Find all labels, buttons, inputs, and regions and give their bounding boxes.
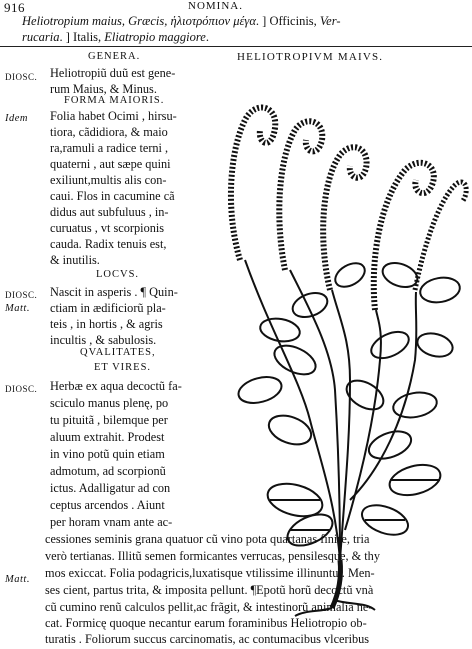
text-line: cat. Formicę quoque necantur earum foraminibus Heliotropio ob- [45, 616, 367, 630]
text-line: turatis . Foliorum succus carcinomatis, ac contumacibus vlceribus [45, 632, 370, 646]
text-line: Herbæ ex aqua decoctũ fa- [50, 379, 182, 393]
text-line: verò tertianas. Illitũ semen formicantes verrucas, pensilesque, & thy [45, 549, 380, 563]
text-line: ceptus arcendos . Aiunt [50, 498, 165, 512]
title-line-1 [22, 14, 341, 29]
title-greek-name: ἡλιοτρόπιον μέγα [170, 14, 256, 28]
text-line: incultis , & sabulosis. [50, 333, 157, 347]
title-line-2 [22, 30, 209, 45]
running-head: NOMINA. [188, 0, 243, 12]
margin-note-matt: Matt. [5, 303, 30, 314]
margin-note-diosc: DIOSC. [5, 72, 38, 82]
title-officinal-name-cont: rucaria [22, 30, 60, 44]
margin-note-matt: Matt. [5, 574, 30, 585]
text-line: quaterni , aut sæpe quini [50, 157, 171, 171]
text-line: teis , in hortis , & agris [50, 317, 163, 331]
text-line: curuatus , vt scorpionis [50, 221, 165, 235]
title-italis: . ] Italis, [59, 30, 105, 44]
plant-illustration [200, 60, 472, 618]
text-line: tiora, cãdidiora, & maio [50, 125, 168, 139]
text-line: Heliotropiũ duũ est gene- [50, 66, 176, 80]
title-italian-name: Eliatropio maggiore [104, 30, 206, 44]
margin-note-diosc: DIOSC. [5, 290, 38, 300]
text-line: rum Maius, & Minus. [50, 82, 157, 96]
margin-note-diosc: DIOSC. [5, 384, 38, 394]
plant-title: HELIOTROPIVM MAIVS. [237, 51, 384, 63]
text-line: exiliunt,multis alis con- [50, 173, 167, 187]
text-line: in vino potũ quin etiam [50, 447, 165, 461]
title-period: . [205, 30, 209, 44]
title-officinis: . ] Officinis, [255, 14, 320, 28]
text-line: ctiam in ædificiorũ pla- [50, 301, 166, 315]
text-line: Folia habet Ocimi , hirsu- [50, 109, 177, 123]
text-line: & inutilis. [50, 253, 100, 267]
page-number: 916 [4, 0, 25, 15]
text-line: mos exiccat. Folia podagricis,luxatisque vtilissime illinuntur. Men- [45, 566, 375, 580]
header-rule [0, 46, 472, 47]
text-line: aluum extrahit. Prodest [50, 430, 165, 444]
text-line: per horam vnam ante ac- [50, 515, 173, 529]
text-line: ictus. Adalligatur ad con [50, 481, 171, 495]
text-line: cũ cumino renũ calculos pellit,ac frãgit, & intestinorũ animalia ne- [45, 600, 373, 614]
title-officinal-name: Ver- [319, 14, 341, 28]
text-line: cauda. Radix tenuis est, [50, 237, 167, 251]
text-line: sciculo manus plenę, po [50, 396, 169, 410]
text-line: ses cient, partus trita, & imposita pellunt. ¶Epotũ horũ decoctũ vnà [45, 583, 374, 597]
section-genera: GENERA. [88, 51, 141, 62]
text-line: tu pituitã , bilemque per [50, 413, 168, 427]
section-et-vires: ET VIRES. [94, 362, 152, 373]
text-line: cessiones seminis grana quatuor cũ vino pota quartanas finire, tria [45, 532, 370, 546]
text-line: Nascit in asperis . ¶ Quin- [50, 285, 178, 299]
section-qualitates: QVALITATES, [80, 347, 156, 358]
text-line: admotum, ad scorpionũ [50, 464, 166, 478]
text-line: ra,ramuli a radice terni , [50, 141, 169, 155]
margin-note-idem: Idem [5, 113, 28, 124]
text-line: didus aut subfuluus , in- [50, 205, 169, 219]
text-line: caui. Flos in cacumine cã [50, 189, 175, 203]
section-forma: FORMA MAIORIS. [64, 95, 165, 106]
section-locus: LOCVS. [96, 269, 140, 280]
title-latin-name: Heliotropium maius, Græcis, [22, 14, 171, 28]
